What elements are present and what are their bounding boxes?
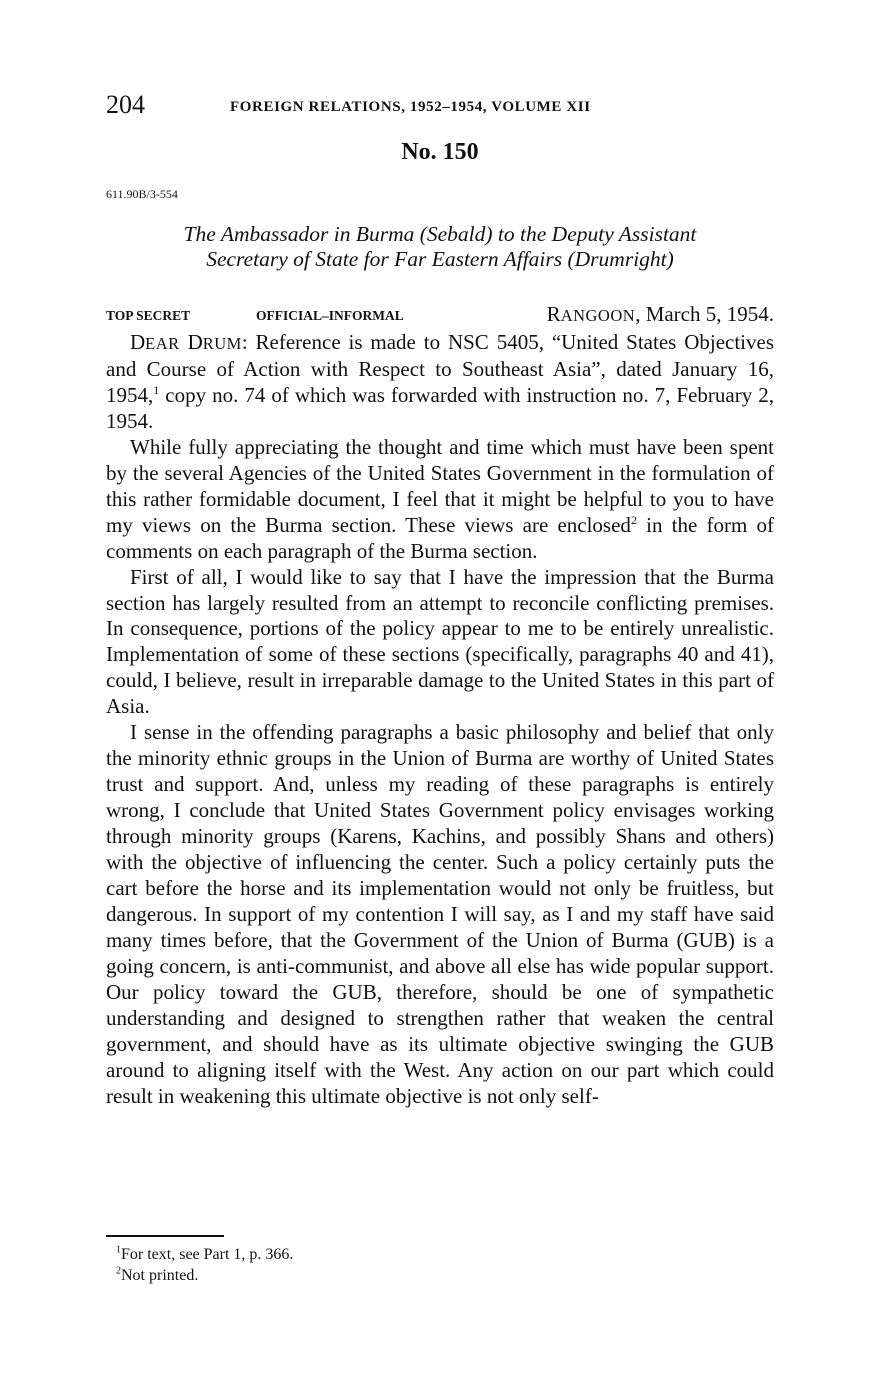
headnote-line: Secretary of State for Far Eastern Affairs (Drumright) <box>206 247 674 271</box>
paragraph: I sense in the offending paragraphs a basic philosophy and belief that only the minority ethnic groups in the Union of Burma are worthy of United States trust and support. And, unless my reading of these paragraphs is entirely wrong, I conclude that United States Government policy envisages working through minority groups (Karens, Kachins, and possibly Shans and others) with the objective of influencing the center. Such a policy certainly puts the cart before the horse and its implementation would not only be fruitless, but dangerous. In support of my contention I will say, as I and my staff have said many times before, that the Government of the Union of Burma (GUB) is a going concern, is anti-communist, and above all else has wide popular support. Our policy toward the GUB, therefore, should be one of sympathetic understanding and designed to strengthen rather that weaken the central government, and should have as its ultimate objective swinging the GUB around to aligning itself with the West. Any action on our part which could result in weakening this ultimate objective is not only self- <box>106 720 774 1108</box>
page-number: 204 <box>106 90 145 119</box>
salutation-rest: RUM <box>202 334 242 353</box>
date: , March 5, 1954. <box>635 302 774 326</box>
place-rest: ANGOON <box>560 306 636 325</box>
paragraph <box>106 330 774 435</box>
footnote-ref: 1 <box>153 382 160 397</box>
footnote-text: Not printed. <box>121 1267 199 1284</box>
footnote-text: For text, see Part 1, p. 366. <box>121 1246 294 1263</box>
headnote-line: The Ambassador in Burma (Sebald) to the Deputy Assistant <box>183 222 697 246</box>
footnote <box>116 1244 293 1265</box>
footnote-ref: 2 <box>630 512 637 527</box>
salutation-initial: D <box>187 330 203 354</box>
classification-row <box>106 302 774 330</box>
footnotes <box>116 1244 293 1286</box>
classification-label: TOP SECRET <box>106 308 191 323</box>
footnote <box>116 1265 293 1286</box>
paragraph <box>106 435 774 565</box>
paragraph-text: While fully appreciating the thought and time which must have been spent by the several Agencies of the United States Government in the formulation of this rather formidable document, I feel that it might be helpful to you to have my views on the Burma section. These views are enclosed <box>106 434 774 537</box>
document-number: No. 150 <box>401 139 479 165</box>
paragraph-text: copy no. 74 of which was forwarded with instruction no. 7, February 2, 1954. <box>106 382 774 433</box>
footnote-marker: 2 <box>116 1265 121 1277</box>
paragraph: First of all, I would like to say that I have the impression that the Burma section has largely resulted from an attempt to reconcile conflicting premises. In consequence, portions of the policy appear to me to be entirely unrealistic. Implementation of some of these sections (specifically, paragraphs 40 and 41), could, I believe, result in irreparable damage to the United States in this part of Asia. <box>106 564 774 719</box>
channel-label: OFFICIAL–INFORMAL <box>256 308 404 323</box>
volume-title: FOREIGN RELATIONS, 1952–1954, VOLUME XII <box>230 99 591 115</box>
place-and-date <box>547 302 774 327</box>
document-page <box>106 90 774 1110</box>
file-number: 611.90B/3-554 <box>106 187 178 201</box>
paragraph-text: : Reference is made to NSC 5405, “United States Objectives and Course of Action with Respect to Southeast Asia”, dated January 16, 1954, <box>106 330 775 407</box>
letter-body <box>106 330 774 1110</box>
footnote-marker: 1 <box>116 1244 121 1256</box>
running-header <box>106 90 774 120</box>
salutation-initial: D <box>130 330 146 354</box>
salutation-rest: EAR <box>145 334 180 353</box>
paragraph-text: in the form of comments on each paragraph of the Burma section. <box>106 512 774 563</box>
document-headnote <box>106 222 774 272</box>
place-initial: R <box>546 302 561 326</box>
footnote-divider <box>106 1235 224 1237</box>
